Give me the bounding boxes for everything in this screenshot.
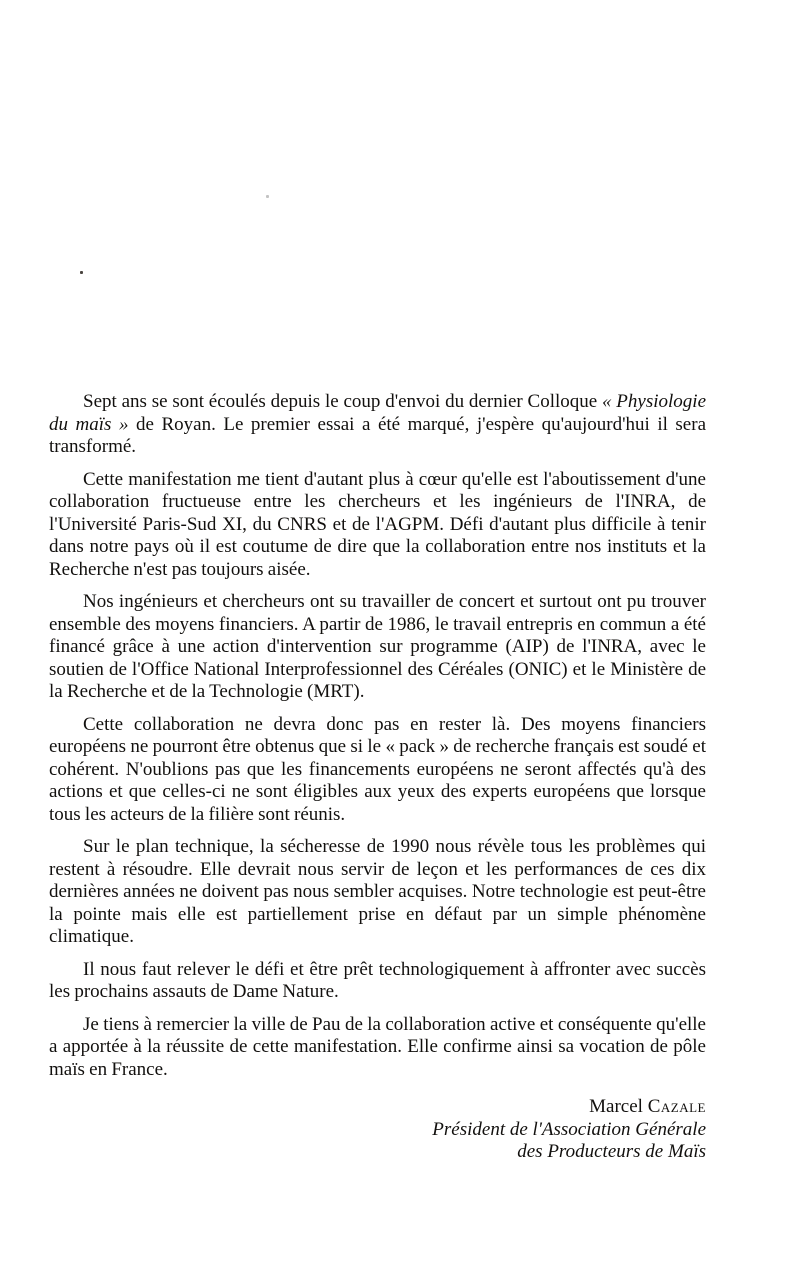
signature-title-line-1: Président de l'Association Générale (432, 1118, 706, 1140)
paragraph-1-text-start: Sept ans se sont écoulés depuis le coup d'envoi du dernier Colloque (83, 391, 602, 412)
scan-artifact-speck (266, 195, 269, 198)
paragraph-6: Il nous faut relever le défi et être prêt technologiquement à affronter avec succès les prochains assauts de Dame Nature. (49, 958, 706, 1002)
signature-name (49, 1096, 706, 1119)
scan-artifact-speck (80, 271, 83, 274)
signature-last-name: Cazale (647, 1096, 706, 1117)
signature-first-name: Marcel (589, 1096, 648, 1117)
paragraph-1-text-end: de Royan. Le premier essai a été marqué, j'espère qu'aujourd'hui il sera transformé. (49, 413, 707, 457)
paragraph-4: Cette collaboration ne devra donc pas en rester là. Des moyens financiers européens ne pourront être obtenus que si le « pack » de recherche français est soudé et cohérent. N'oublions pas que les financements européens ne seront affectés qu'à des actions et que celles-ci ne sont éligibles aux yeux des experts européens que lorsque tous les acteurs de la filière sont réunis. (49, 713, 706, 825)
paragraph-1 (49, 391, 706, 459)
paragraph-7: Je tiens à remercier la ville de Pau de la collaboration active et conséquente qu'elle a apportée à la réussite de cette manifestation. Elle confirme ainsi sa vocation de pôle maïs en France. (49, 1013, 706, 1080)
paragraph-3: Nos ingénieurs et chercheurs ont su travailler de concert et surtout ont pu trouver ensemble des moyens financiers. A partir de 1986, le travail entrepris en commun a été financé grâce à une action d'intervention sur programme (AIP) de l'INRA, avec le soutien de l'Office National Interprofessionnel des Céréales (ONIC) et le Ministère de la Recherche et de la Technologie (MRT). (49, 591, 706, 702)
paragraph-5: Sur le plan technique, la sécheresse de 1990 nous révèle tous les problèmes qui restent à résoudre. Elle devrait nous servir de leçon et les performances de ces dix dernières années ne doivent pas nous sembler acquises. Notre technologie est peut-être la pointe mais elle est partiellement prise en défaut par un simple phénomène climatique. (49, 836, 706, 947)
foreword-text-block (49, 391, 706, 1164)
colloque-title-italic: « Physiologie du maïs » (49, 391, 706, 435)
paragraph-2: Cette manifestation me tient d'autant plus à cœur qu'elle est l'aboutissement d'une collaboration fructueuse entre les chercheurs et les ingénieurs de l'INRA, de l'Université Paris-Sud XI, du CNRS et de l'AGPM. Défi d'autant plus difficile à tenir dans notre pays où il est coutume de dire que la collaboration entre nos instituts et la Recherche n'est pas toujours aisée. (49, 468, 706, 580)
signature-title-line-2: des Producteurs de Maïs (517, 1141, 706, 1162)
signature-block (49, 1096, 706, 1164)
